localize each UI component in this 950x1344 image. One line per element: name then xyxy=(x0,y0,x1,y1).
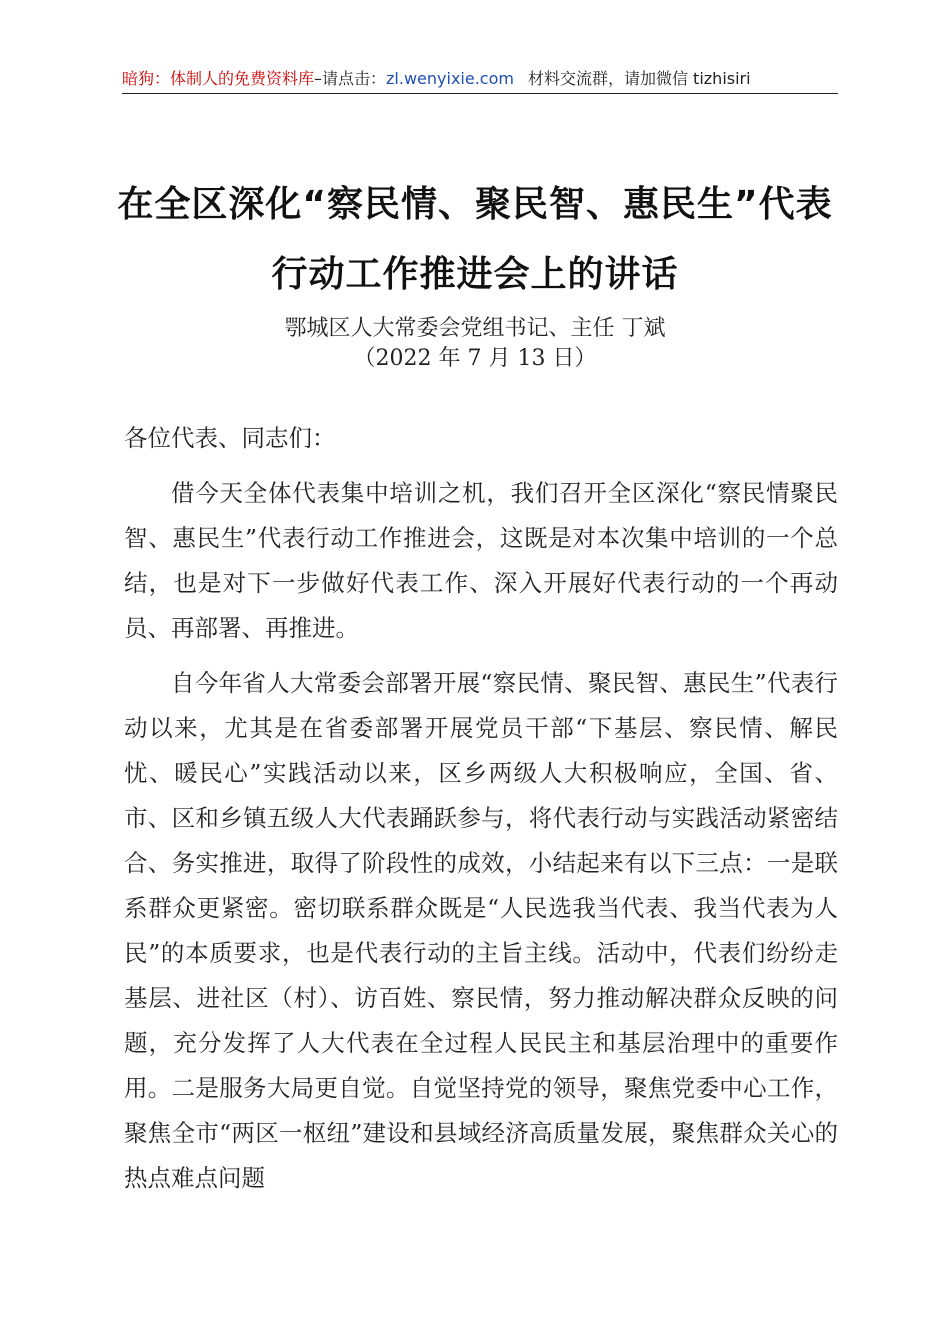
title-line-2: 行动工作推进会上的讲话 xyxy=(271,254,679,295)
salutation: 各位代表、同志们： xyxy=(124,424,336,452)
header-brand: 暗狗：体制人的免费资料库 xyxy=(122,69,315,88)
page-header xyxy=(122,66,838,92)
date-line: （2022 年 7 月 13 日） xyxy=(353,346,597,371)
speech-body xyxy=(124,416,838,1211)
header-url-link[interactable]: zl.wenyixie.com xyxy=(386,69,514,88)
paragraph-1: 借今天全体代表集中培训之机，我们召开全区深化“察民情聚民智、惠民生”代表行动工作推进会，这既是对本次集中培训的一个总结，也是对下一步做好代表工作、深入开展好代表行动的一个再动员、再部署、再推进。 xyxy=(124,479,838,642)
header-prompt: –请点击： xyxy=(314,69,387,88)
title-line-1: 在全区深化“察民情、聚民智、惠民生”代表 xyxy=(117,184,833,225)
header-divider xyxy=(122,93,838,94)
author-line: 鄂城区人大常委会党组书记、主任 丁斌 xyxy=(284,316,666,341)
paragraph-2: 自今年省人大常委会部署开展“察民情、聚民智、惠民生”代表行动以来，尤其是在省委部署开展党员干部“下基层、察民情、解民忧、暖民心”实践活动以来，区乡两级人大积极响应，全国、省、市、区和乡镇五级人大代表踊跃参与，将代表行动与实践活动紧密结合、务实推进，取得了阶段性的成效，小结起来有以下三点：一是联系群众更紧密。密切联系群众既是“人民选我当代表、我当代表为人民”的本质要求，也是代表行动的主旨主线。活动中，代表们纷纷走基层、进社区（村）、访百姓、察民情，努力推动解决群众反映的问题，充分发挥了人大代表在全过程人民民主和基层治理中的重要作用。二是服务大局更自觉。自觉坚持党的领导，聚焦党委中心工作，聚焦全市“两区一枢纽”建设和县域经济高质量发展，聚焦群众关心的热点难点问题 xyxy=(124,669,838,1192)
header-contact: 材料交流群，请加微信 tizhisiri xyxy=(527,69,751,88)
